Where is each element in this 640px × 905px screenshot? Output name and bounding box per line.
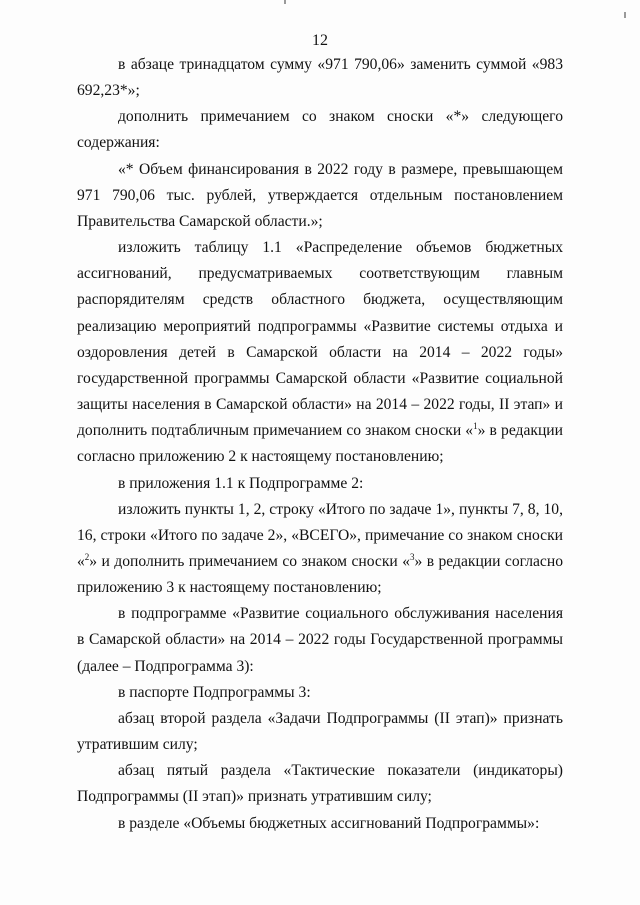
paragraph-3: «* Объем финансирования в 2022 году в размере, превышающем 971 790,06 тыс. рублей, утверждается отдельным постановлением Правительства Самарской области.»; (77, 160, 563, 230)
footnote-sign-3: 3 (410, 551, 415, 562)
footnote-sign-1: 1 (473, 421, 478, 431)
paragraph-8: в паспорте Подпрограммы 3: (118, 683, 311, 701)
paragraph-6-mid: » и дополнить примечанием со знаком сноски « (89, 552, 410, 570)
paragraph-4-text: изложить таблицу 1.1 «Распределение объемов бюджетных ассигнований, предусматриваемых соответствующим главным распорядителям средств областного бюджета, осуществляющим реализацию мероприятий подпрограммы «Развитие системы отдыха и оздоровления детей в Самарской области на 2014 – 2022 годы» государственной программы Самарской области «Развитие социальной защиты населения в Самарской области» на 2014 – 2022 годы, II этап» и дополнить подтабличным примечанием со знаком сноски « (77, 239, 563, 440)
paragraph-11: в разделе «Объемы бюджетных ассигнований Подпрограммы»: (118, 814, 540, 832)
paragraph-6-text: изложить пункты 1, 2, строку «Итого по задаче 1», пункты 7, 8, 10, 16, строки «Итого по задаче 2», «ВСЕГО», примечание со знаком сноски « (77, 500, 563, 570)
page-number: 12 (312, 32, 328, 49)
paragraph-4 (77, 235, 563, 470)
paragraph-10: абзац пятый раздела «Тактические показатели (индикаторы) Подпрограммы (II этап)» признать утратившим силу; (77, 762, 563, 806)
paragraph-5: в приложения 1.1 к Подпрограмме 2: (118, 474, 364, 492)
paragraph-4-tail: » в редакции согласно приложению 2 к настоящему постановлению; (77, 422, 564, 466)
paragraph-9: абзац второй раздела «Задачи Подпрограммы (II этап)» признать утратившим силу; (77, 709, 563, 754)
paragraph-2: дополнить примечанием со знаком сноски «*» следующего содержания: (77, 108, 563, 152)
paragraph-1: в абзаце тринадцатом сумму «971 790,06» заменить суммой «983 692,23*»; (77, 56, 563, 100)
paragraph-6 (77, 497, 563, 602)
footnote-sign-2: 2 (84, 551, 90, 562)
paragraph-7: в подпрограмме «Развитие социального обслуживания населения в Самарской области» на 2014 – 2022 годы Государственной программы (далее – Подпрограмма 3): (77, 605, 563, 675)
scan-mark-top (284, 0, 286, 4)
paragraph-6-tail: » в редакции согласно приложению 3 к настоящему постановлению; (77, 552, 563, 597)
scan-mark-right (624, 12, 626, 18)
document-body (77, 52, 563, 837)
